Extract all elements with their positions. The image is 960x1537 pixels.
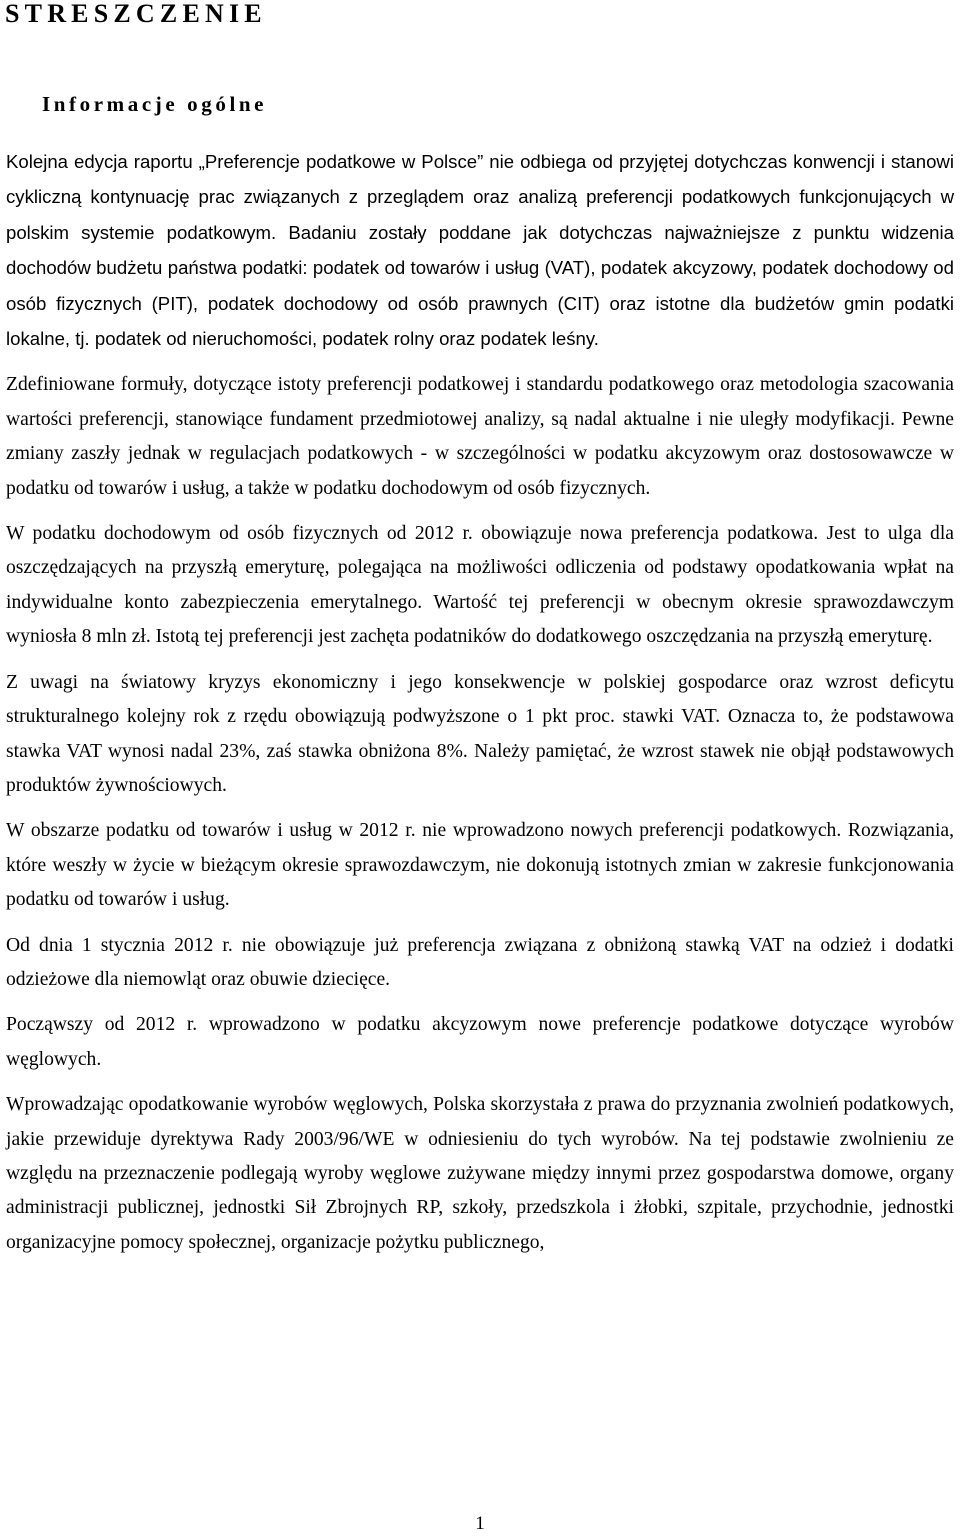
paragraph-1-rest: Badaniu zostały poddane jak dotychczas najważniejsze z punktu widzenia dochodów budżetu państwa podatki: podatek od towarów i usług (VAT), podatek akcyzowy, podatek dochodowy od osób fizycznych (PIT), podatek dochodowy od osób prawnych (CIT) oraz istotne dla budżetów gmin podatki lokalne, tj. podatek od nieruchomości, podatek rolny oraz podatek leśny. (6, 221, 954, 350)
paragraph-1 (6, 145, 954, 357)
paragraph-6: Od dnia 1 stycznia 2012 r. nie obowiązuje już preferencja związana z obniżoną stawką VAT na odzież i dodatki odzieżowe dla niemowląt oraz obuwie dziecięce. (6, 934, 954, 990)
page-number: 1 (475, 1513, 485, 1534)
paragraph-7: Począwszy od 2012 r. wprowadzono w podatku akcyzowym nowe preferencje podatkowe dotyczące wyrobów węglowych. (6, 1014, 954, 1070)
paragraph-4: Z uwagi na światowy kryzys ekonomiczny i jego konsekwencje w polskiej gospodarce oraz wzrost deficytu strukturalnego kolejny rok z rzędu obowiązują podwyższone o 1 pkt proc. stawki VAT. Oznacza to, że podstawowa stawka VAT wynosi nadal 23%, zaś stawka obniżona 8%. Należy pamiętać, że wzrost stawek nie objął podstawowych produktów żywnościowych. (6, 671, 954, 796)
document-title: STRESZCZENIE (5, 0, 267, 28)
paragraph-3: W podatku dochodowym od osób fizycznych od 2012 r. obowiązuje nowa preferencja podatkowa. Jest to ulga dla oszczędzających na przyszłą emeryturę, polegająca na możliwości odliczenia od podstawy opodatkowania wpłat na indywidualne konto zabezpieczenia emerytalnego. Wartość tej preferencji w obecnym okresie sprawozdawczym wyniosła 8 mln zł. Istotą tej preferencji jest zachęta podatników do dodatkowego oszczędzania na przyszłą emeryturę. (6, 523, 954, 648)
document-body (6, 145, 954, 1271)
paragraph-1-intro: Kolejna edycja raportu „Preferencje podatkowe w Polsce” nie odbiega od przyjętej dotychczas konwencji i stanowi cykliczną kontynuację prac związanych z przeglądem oraz analizą preferencji podatkowych funkcjonujących w polskim systemie podatkowym. (6, 151, 954, 243)
paragraph-2: Zdefiniowane formuły, dotyczące istoty preferencji podatkowej i standardu podatkowego oraz metodologia szacowania wartości preferencji, stanowiące fundament przedmiotowej analizy, są nadal aktualne i nie uległy modyfikacji. Pewne zmiany zaszły jednak w regulacjach podatkowych - w szczególności w podatku akcyzowym oraz dostosowawcze w podatku od towarów i usług, a także w podatku dochodowym od osób fizycznych. (6, 374, 954, 499)
paragraph-8: Wprowadzając opodatkowanie wyrobów węglowych, Polska skorzystała z prawa do przyznania zwolnień podatkowych, jakie przewiduje dyrektywa Rady 2003/96/WE w odniesieniu do tych wyrobów. Na tej podstawie zwolnieniu ze względu na przeznaczenie podlegają wyroby węglowe zużywane między innymi przez gospodarstwa domowe, organy administracji publicznej, jednostki Sił Zbrojnych RP, szkoły, przedszkola i żłobki, szpitale, przychodnie, jednostki organizacyjne pomocy społecznej, organizacje pożytku publicznego, (6, 1094, 954, 1253)
paragraph-5: W obszarze podatku od towarów i usług w 2012 r. nie wprowadzono nowych preferencji podatkowych. Rozwiązania, które weszły w życie w bieżącym okresie sprawozdawczym, nie dokonują istotnych zmian w zakresie funkcjonowania podatku od towarów i usług. (6, 820, 954, 911)
section-title: Informacje ogólne (42, 92, 268, 116)
